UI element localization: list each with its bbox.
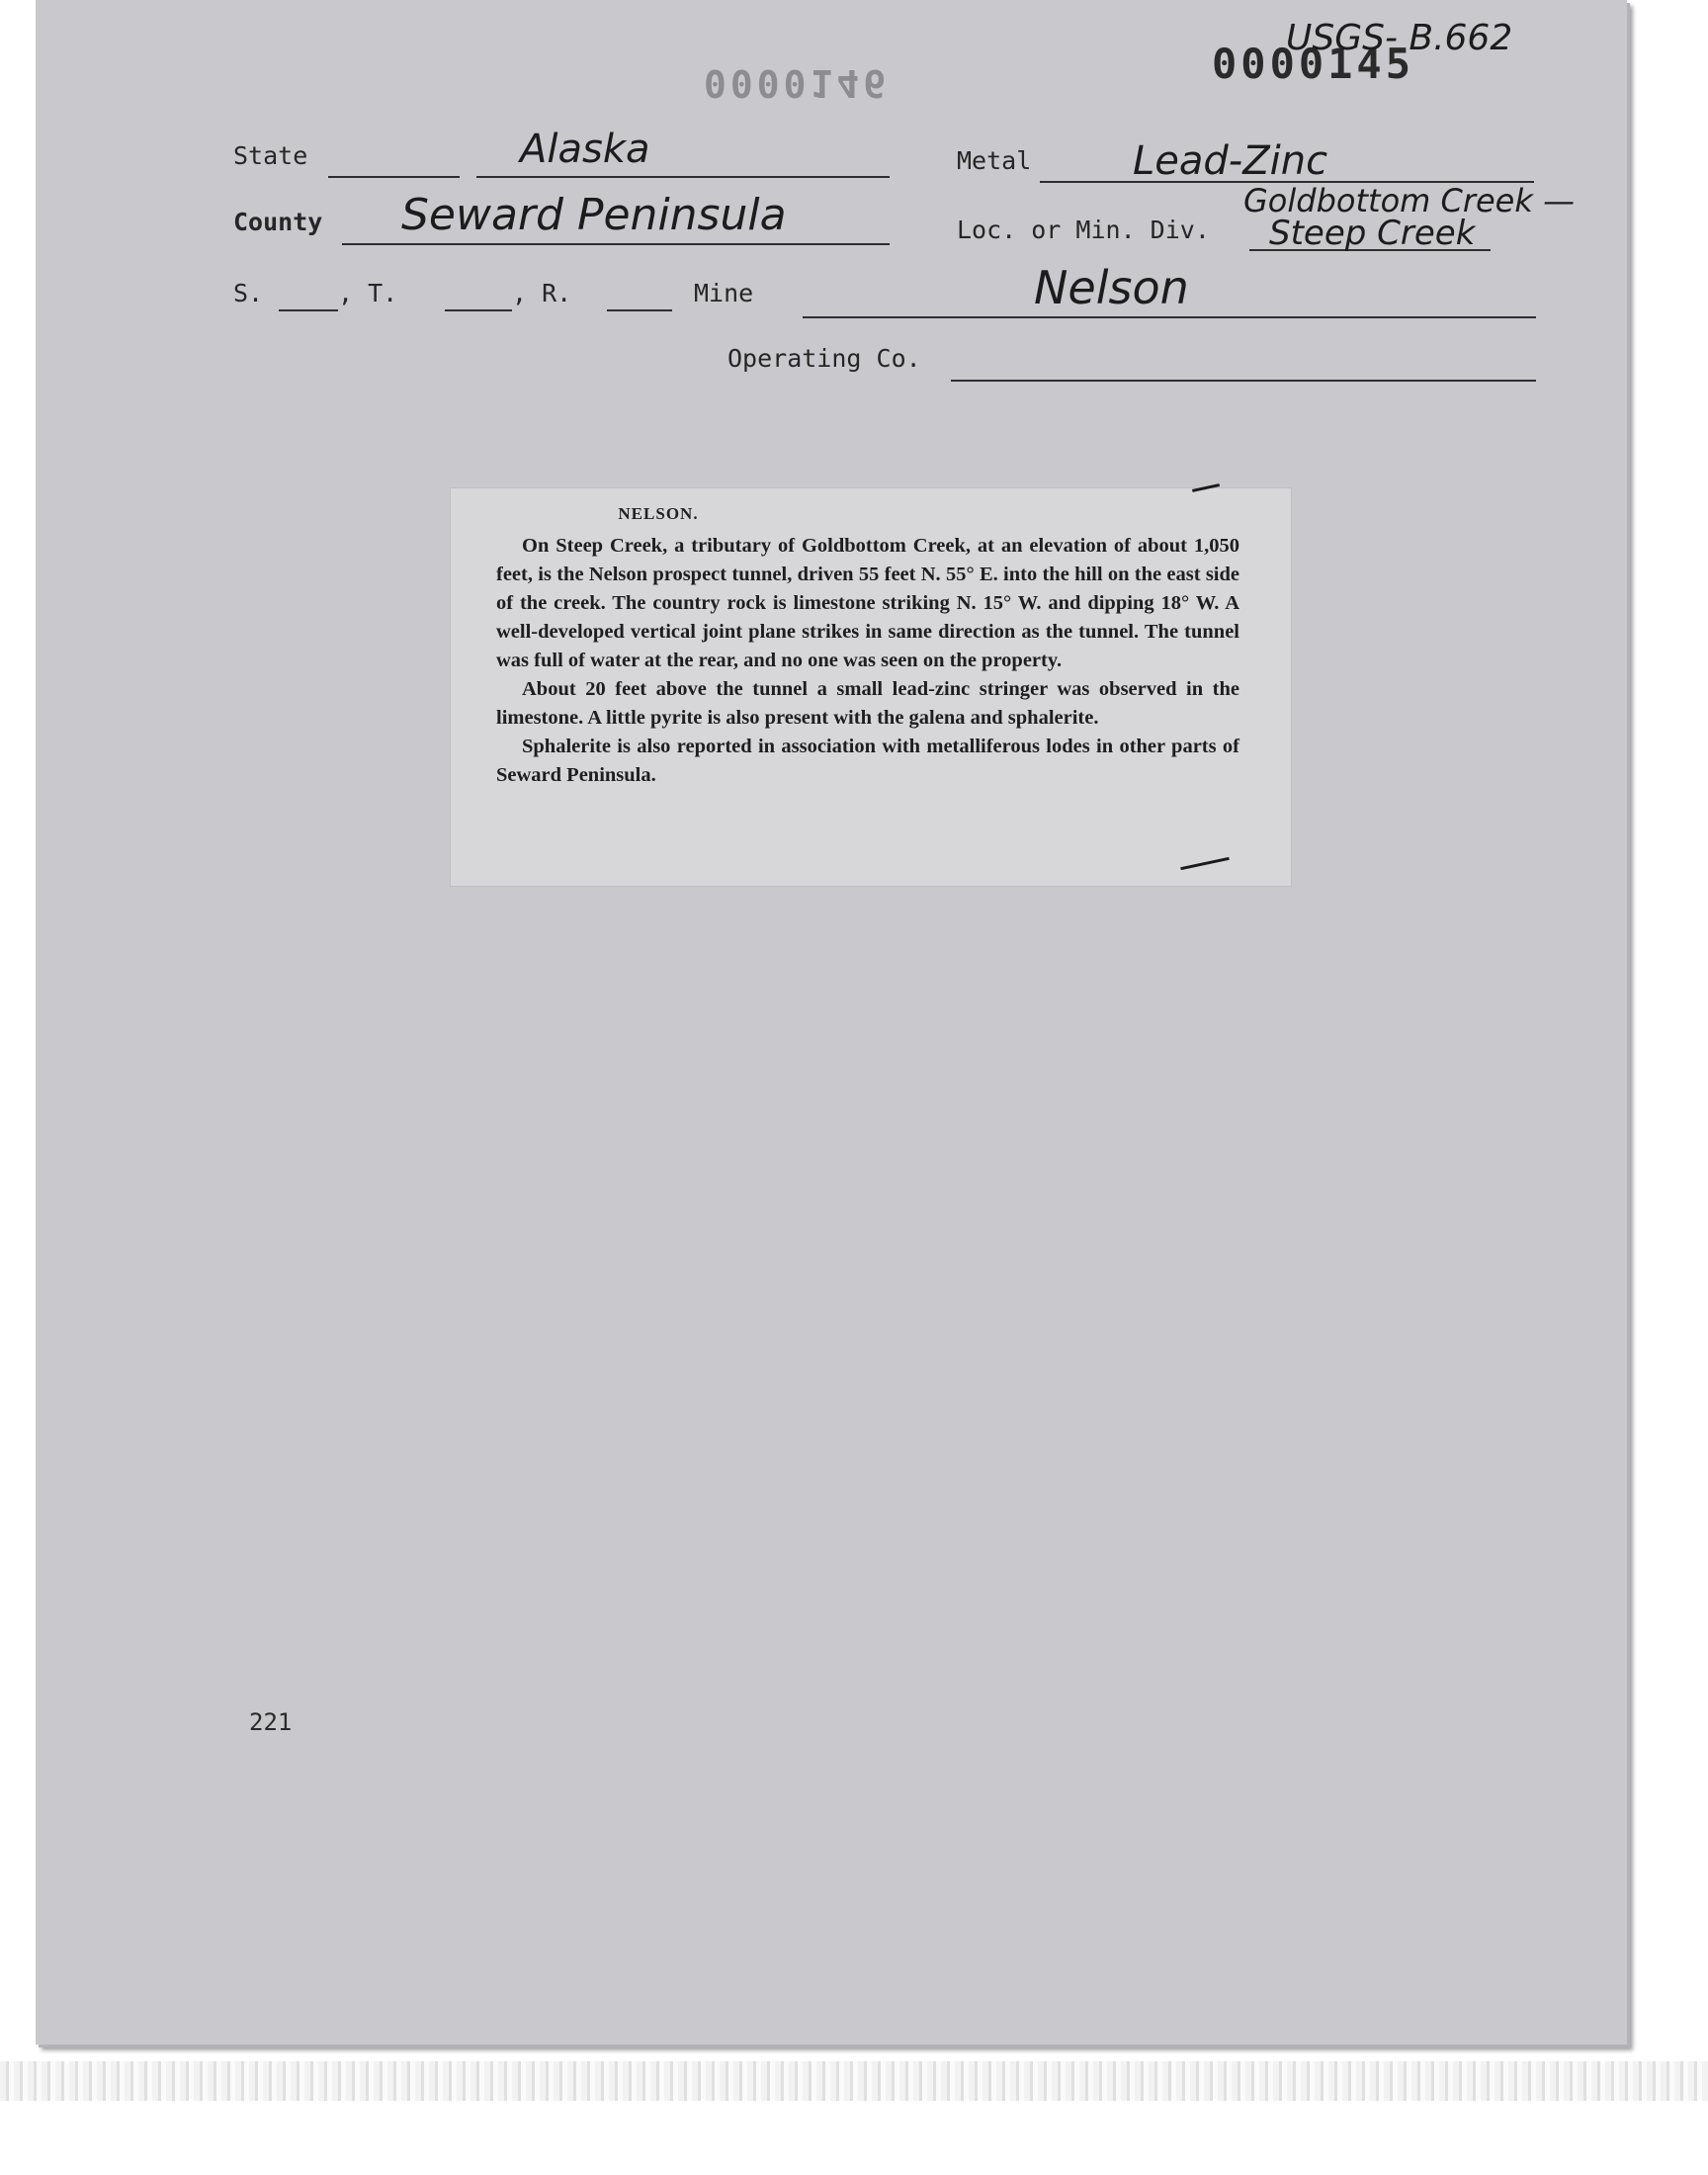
township-line bbox=[445, 309, 512, 311]
state-line-b bbox=[476, 176, 890, 178]
county-line bbox=[342, 243, 890, 245]
clipping-title: NELSON. bbox=[618, 504, 699, 523]
clipping-body bbox=[496, 532, 1239, 790]
operating-co-line bbox=[951, 380, 1536, 382]
record-number-stamp: 0000145 bbox=[1212, 40, 1415, 88]
township-label: , T. bbox=[338, 279, 398, 307]
county-value: Seward Peninsula bbox=[401, 190, 787, 240]
metal-value: Lead-Zinc bbox=[1133, 138, 1328, 184]
clipping-paragraph: Sphalerite is also reported in association with metalliferous lodes in other parts of Seward Peninsula. bbox=[496, 736, 1239, 786]
division-value-2: Steep Creek bbox=[1269, 214, 1476, 253]
record-card bbox=[36, 0, 1627, 2044]
state-value: Alaska bbox=[520, 127, 650, 172]
range-line bbox=[607, 309, 672, 311]
mine-value: Nelson bbox=[1034, 261, 1189, 314]
division-label: Loc. or Min. Div. bbox=[957, 216, 1210, 244]
section-line bbox=[279, 309, 338, 311]
scanner-edge-strip bbox=[0, 2061, 1708, 2101]
state-line-a bbox=[328, 176, 460, 178]
division-value-1: Goldbottom Creek — bbox=[1243, 182, 1576, 219]
state-label: State bbox=[233, 141, 308, 170]
ghost-stamp-number: 0000146 bbox=[704, 61, 891, 105]
clipping-paragraph: On Steep Creek, a tributary of Goldbottom Creek, at an elevation of about 1,050 feet, is the Nelson prospect tunnel, driven 55 feet N. 55° E. into the hill on the east side of the creek. The country rock is limestone striking N. 15° W. and dipping 18° W. A well-developed vertical joint plane strikes in same direction as the tunnel. The tunnel was full of water at the rear, and no one was seen on the property. bbox=[496, 535, 1239, 671]
report-clipping bbox=[451, 488, 1291, 886]
mine-line bbox=[803, 316, 1536, 318]
operating-co-label: Operating Co. bbox=[727, 344, 921, 373]
section-label: S. bbox=[233, 279, 264, 307]
metal-label: Metal bbox=[957, 146, 1032, 175]
clipping-paragraph: About 20 feet above the tunnel a small lead-zinc stringer was observed in the limestone. A little pyrite is also present with the galena and sphalerite. bbox=[496, 678, 1239, 729]
mine-label: Mine bbox=[694, 279, 754, 307]
county-label: County bbox=[233, 208, 323, 236]
range-label: , R. bbox=[512, 279, 572, 307]
page-number: 221 bbox=[249, 1708, 293, 1736]
reference-note: USGS- B.662 bbox=[1286, 18, 1513, 58]
